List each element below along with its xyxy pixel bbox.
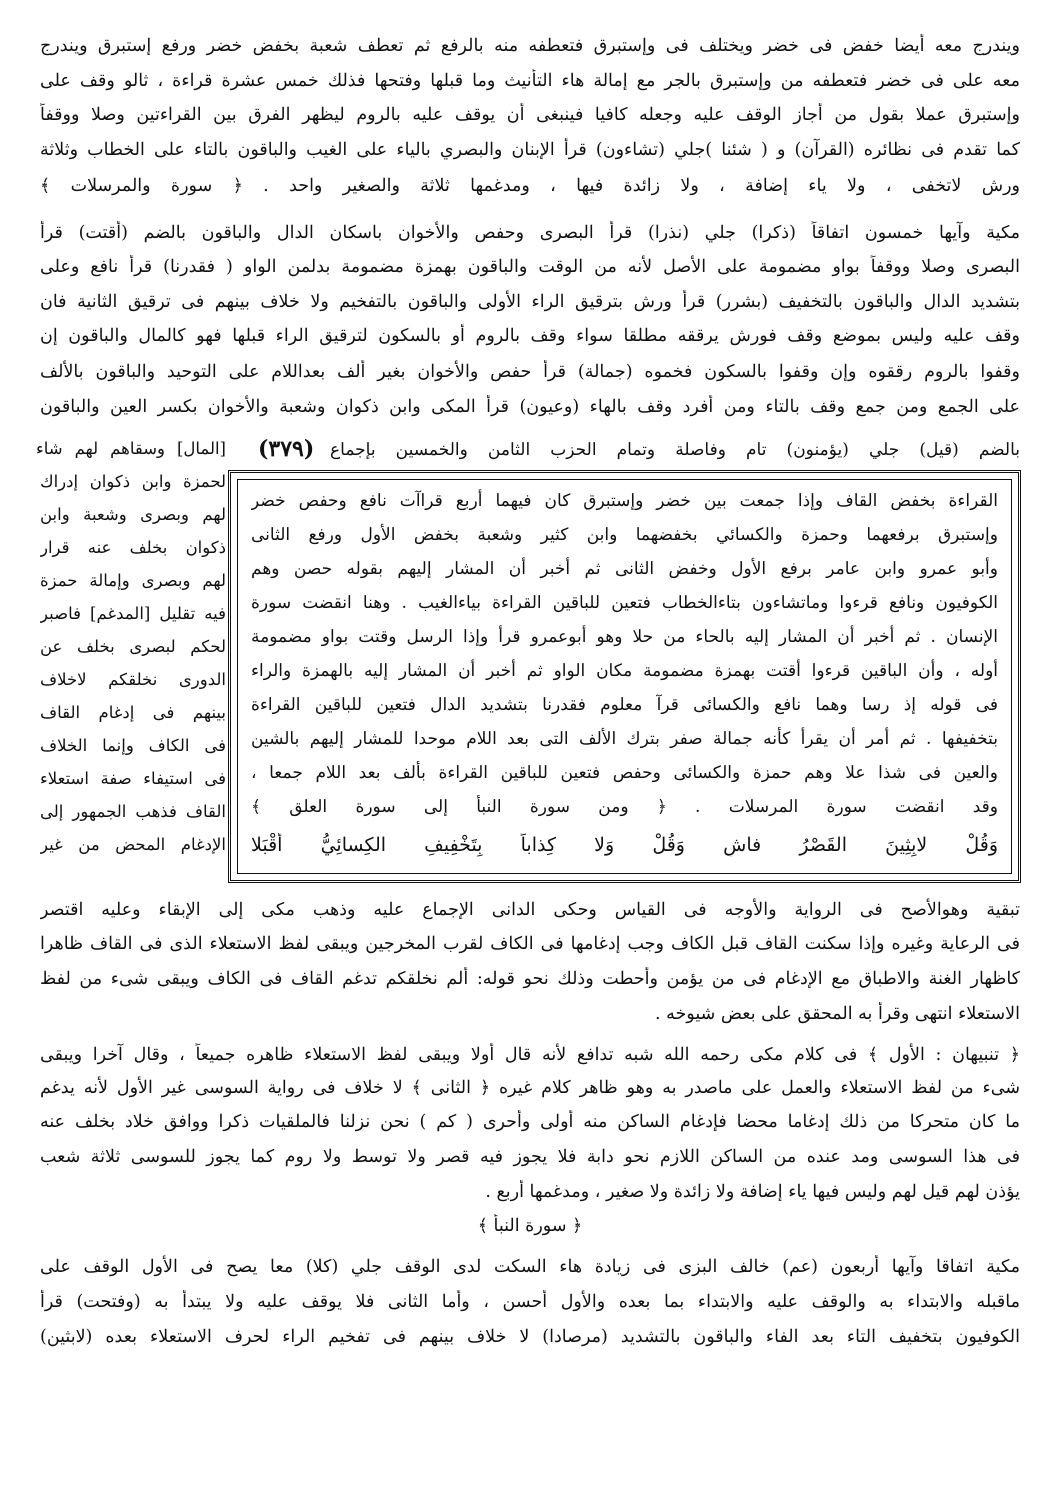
side-line: الإدغام المحض من غير [40, 835, 226, 854]
text-line: ما كان متحركا من ذلك إدغاما محضا فإدغام الساكن منه أولى وأحرى ( كم ) نحن نزلنا فالملقيات ذكرا ووافق خلاد بخلف عنه [40, 1112, 1020, 1132]
box-line: الإنسان . ثم أخبر أن المشار إليه بالحاء من حلا وهو أبوعمرو قرأ وإذا الرسل وقتت بواو مضمومة [251, 627, 998, 647]
text-line: شىء من لفظ الاستعلاء والعمل على ماصدر به وهو ظاهر كلام غيره ﴿ الثانى ﴾ لا خلاف فى رواية السوسى غير الأول لأنه يدغم [40, 1078, 1020, 1098]
box-line: وأبو عمرو وابن عامر برفع الأول وخفض الثانى ثم أخبر أن المشار إليهم بقوله حصن وهم [251, 559, 998, 579]
box-line: الكوفيون ونافع قرءوا وماتشاءون بتاءالخطاب فتعين للباقين القراءة بياءالغيب . وهنا انقضت سورة [251, 593, 998, 613]
text-line: معه على فى خضر فتعطفه من وإستبرق بالجر مع إمالة هاء التأنيث وما قبلها وفتحها فذلك خمس عشرة قراءة ، ثالو وقف على [40, 71, 1020, 91]
side-line: لحمزة وابن ذكوان إدراك [40, 472, 226, 491]
side-line: [المال] وسقاهم لهم شاء [36, 439, 226, 458]
text-line: البصرى وصلا ووقفاً بواو مضمومة على الأصل لأنه من الوقت والباقون بهمزة مضمومة بدلمن الواو ( فقدرنا) قرأ نافع وعلى [40, 257, 1020, 277]
text-line: ورش لاتخفى ، ولا ياء إضافة ، ولا زائدة فيها ، ومدغمها ثلاثة والصغير واحد . ﴿ سورة والمرسلات ﴾ [40, 176, 1020, 196]
side-line: لحكم لبصرى بخلف عن [40, 637, 226, 656]
verse-line: وَقُلْ لابِثِينَ القَصْرُ فاشٍ وَقُلْ وَلا كِذاباً بِتَخْفِيفِ الكِسائِيُّ أَقْبَلا [251, 834, 998, 856]
text-line: وإستبرق عملا بقول من أجاز الوقف عليه وجعله كافيا فينبغى أن يوقف عليه بالروم ليظهر الفرق بين القراءتين وصلا ووقفاً [40, 105, 1020, 125]
box-line: بتخفيفها . ثم أمر أن يقرأ كأنه جمالة صفر بترك الألف التى بعد اللام موحدا للمشار إليهم بالشين [251, 729, 998, 749]
side-line: بينهم فى إدغام القاف [40, 703, 226, 722]
box-line: وقد انقضت سورة المرسلات . ﴿ ومن سورة النبأ إلى سورة العلق ﴾ [251, 797, 998, 817]
text-line: تبقية وهوالأصح فى الرواية والأوجه فى القياس وحكى الدانى الإجماع عليه وذهب مكى إلى الإبقاء وعليه اقتصر [40, 900, 1020, 920]
text-line: بتشديد الدال والباقون بالتخفيف (بشرر) قرأ ورش بترقيق الراء الأولى والباقون بالتفخيم ولا خلاف بينهم فى ترقيق الثانية فان [40, 292, 1020, 312]
text-line: الكوفيون بتخفيف التاء بعد الفاء والباقون بالتشديد (مرصادا) لا خلاف بينهم فى تفخيم الراء لحرف الاستعلاء بعده (لابثين) [40, 1327, 1020, 1347]
side-line: الدورى نخلقكم لاخلاف [40, 670, 226, 689]
box-line: والعين فى شذا علا وهم حمزة والكسائى وحفص فتعين للباقين القراءة بألف بعد اللام جمعا ، [251, 763, 998, 783]
box-line: أوله ، وأن الباقين قرءوا أقتت بهمزة مضمومة مكان الواو ثم أخبر أن المشار إليه بالهمزة والراء [251, 661, 998, 681]
box-line: فى قوله إذ رسا وهما نافع والكسائى قرآ معلوم فقدرنا بتشديد الدال فتعين للباقين القراءة [251, 695, 998, 715]
side-line: القاف فذهب الجمهور إلى [40, 802, 226, 821]
side-line: فى الكاف وإنما الخلاف [40, 736, 226, 755]
text-line: ماقبله والابتداء به والوقف عليه والابتداء بما بعده والأول أحسن ، وأما الثانى فلا يوقف عليه ولا يبتدأ به (وفتحت) قرأ [40, 1292, 1020, 1312]
text-line: مكية وآيها خمسون اتفاقاً (ذكرا) جلي (نذرا) قرأ البصرى وحفص والأخوان باسكان الدال والباقون بالضم (أقتت) قرأ [40, 223, 1020, 243]
text-line: ﴿ تنبيهان : الأول ﴾ فى كلام مكى رحمه الله شبه تدافع لأنه قال أولا ويبقى لفظ الاستعلاء ظاهره جميعاً ، وقال آخرا ويبقى [40, 1045, 1020, 1065]
text-line: وقف عليه وليس بموضع وقف فورش يرققه مطلقا سواء وقف بالروم أو بالسكون لترقيق الراء قبلها فهو كالمال والباقون إن [40, 326, 1020, 346]
text-line: فى هذا السوسى ومد عنده من الساكن اللازم نحو دابة فلا يجوز فيه قصر ولا توسط ولا روم كما يجوز للسوسى ثلاثة شعب [40, 1147, 1020, 1167]
text-line: كاظهار الغنة والاطباق مع الإدغام فى من يؤمن وأحطت وذلك نحو قوله: ألم نخلقكم تدغم القاف فى الكاف ويبقى شىء من لفظ [40, 969, 1020, 989]
commentary-box [228, 470, 1021, 883]
side-line: لهم وبصرى وشعبة وابن [40, 505, 226, 524]
side-line: ذكوان بخلف عنه قرار [40, 538, 226, 557]
box-line: وإستبرق برفعهما وحمزة والكسائي بخفضهما وابن كثير وشعبة بخفض الأول ورفع الثانى [251, 525, 998, 545]
text-line: ويندرج معه أيضا خفض فى خضر ويختلف فى وإستبرق فتعطفه منه بالرفع ثم تعطف شعبة بخفض خضر ورفع إستبرق ويندرج [40, 36, 1020, 56]
side-line: فى استيفاء صفة استعلاء [40, 769, 226, 788]
side-line: فيه تقليل [المدغم] فاصبر [40, 604, 226, 623]
text-line: كما تقدم فى نظائره (القرآن) و ( شئنا )جلي (تشاءون) قرأ الإبنان والبصري بالياء على الغيب والباقون بالتاء على الخطاب وثلاثة [40, 140, 1020, 160]
text-line: على الجمع ومن جمع وقف بالتاء ومن أفرد وقف بالهاء (وعيون) قرأ المكى وابن ذكوان وشعبة والأخوان بكسر العين والباقون [40, 397, 1020, 417]
surah-heading: ﴿ سورة النبأ ﴾ [477, 1216, 583, 1236]
page-number: (٣٧٩) [258, 436, 315, 462]
side-line: لهم وبصرى وإمالة حمزة [40, 571, 226, 590]
header-line: بالضم (قيل) جلي (يؤمنون) تام وفاصلة وتمام الحزب الثامن والخمسين بإجماع [330, 440, 1020, 460]
box-line: القراءة بخفض القاف وإذا جمعت بين خضر وإستبرق كان فيهما أربع قراآت نافع وحفص خضر [251, 491, 998, 511]
text-line: وقفوا بالروم رققوه وإن وقفوا بالسكون فخموه (جمالة) قرأ حفص والأخوان بغير ألف بعداللام على التوحيد والباقون بالألف [40, 362, 1020, 382]
text-line: يؤذن لهم قيل لهم وليس فيها ياء إضافة ولا زائدة ولا صغير ، ومدغمها أربع . [485, 1182, 1020, 1202]
text-line: فى الرعاية وغيره وإذا سكنت القاف قبل الكاف وجب إدغامها فى الكاف لقرب المخرجين ويبقى لفظ الاستعلاء الذى فى القاف ظاهرا [40, 934, 1020, 954]
text-line: مكية اتفاقا وآيها أربعون (عم) خالف البزى فى زيادة هاء السكت لدى الوقف جلي (كلا) معا يصح فى الأول الوقف على [40, 1257, 1020, 1277]
text-line: الاستعلاء انتهى وقرأ به المحقق على بعض شيوخه . [654, 1004, 1020, 1024]
